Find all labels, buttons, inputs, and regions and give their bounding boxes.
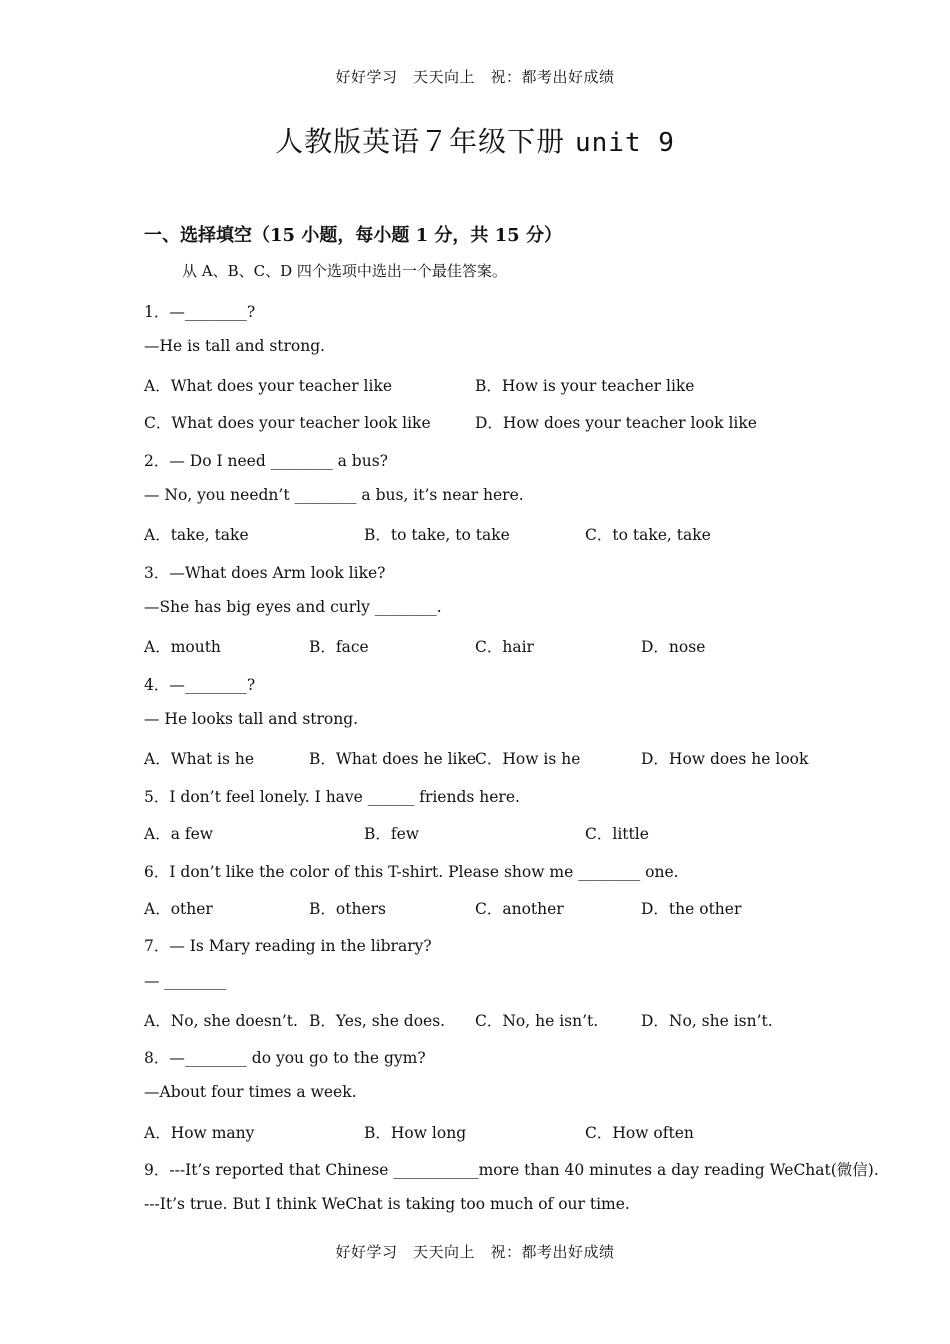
question-4-stem: 4．—________?: [144, 676, 256, 694]
section-instruction: 从 A、B、C、D 四个选项中选出一个最佳答案。: [182, 262, 507, 280]
question-2-option-c: C．to take, take: [585, 526, 711, 544]
question-6-option-d: D．the other: [641, 900, 742, 918]
question-8-option-b: B．How long: [364, 1124, 467, 1142]
question-7-option-b: B．Yes, she does.: [309, 1012, 446, 1030]
question-1-option-c: C．What does your teacher look like: [144, 414, 431, 432]
title-unit: unit 9: [575, 128, 675, 158]
question-5-option-a: A．a few: [144, 825, 214, 843]
question-4-option-b: B．What does he like: [309, 750, 477, 768]
question-9-line-2: ---It’s true. But I think WeChat is taking too much of our time.: [144, 1195, 630, 1213]
question-5-stem: 5．I don’t feel lonely. I have ______ friends here.: [144, 788, 520, 806]
question-5-option-c: C．little: [585, 825, 649, 843]
question-6-option-a: A．other: [144, 900, 213, 918]
question-1-option-d: D．How does your teacher look like: [475, 414, 757, 432]
question-8-option-c: C．How often: [585, 1124, 694, 1142]
question-8-option-a: A．How many: [144, 1124, 255, 1142]
question-1-option-a: A．What does your teacher like: [144, 377, 393, 395]
question-4-option-d: D．How does he look: [641, 750, 809, 768]
question-2-line-2: — No, you needn’t ________ a bus, it’s near here.: [144, 486, 524, 504]
question-3-option-a: A．mouth: [144, 638, 221, 656]
page-footer: 好好学习 天天向上 祝：都考出好成绩: [335, 1243, 615, 1261]
question-7-option-a: A．No, she doesn’t.: [144, 1012, 298, 1030]
question-1-stem: 1．—________?: [144, 303, 256, 321]
question-2-option-b: B．to take, to take: [364, 526, 510, 544]
question-3-option-d: D．nose: [641, 638, 706, 656]
question-4-option-c: C．How is he: [475, 750, 581, 768]
question-3-line-2: —She has big eyes and curly ________.: [144, 598, 442, 616]
document-title: [0, 120, 950, 160]
question-3-option-b: B．face: [309, 638, 369, 656]
question-2-option-a: A．take, take: [144, 526, 249, 544]
question-2-stem: 2．— Do I need ________ a bus?: [144, 452, 388, 470]
question-1-option-b: B．How is your teacher like: [475, 377, 695, 395]
question-3-option-c: C．hair: [475, 638, 534, 656]
page-header: 好好学习 天天向上 祝：都考出好成绩: [335, 68, 615, 86]
question-1-line-2: —He is tall and strong.: [144, 337, 326, 355]
section-heading: 一、选择填空（15 小题，每小题 1 分，共 15 分）: [144, 225, 562, 246]
question-3-stem: 3．—What does Arm look like?: [144, 564, 386, 582]
question-6-option-c: C．another: [475, 900, 564, 918]
question-4-option-a: A．What is he: [144, 750, 254, 768]
question-7-option-d: D．No, she isn’t.: [641, 1012, 773, 1030]
title-text: 人教版英语７年级下册: [275, 125, 566, 158]
question-5-option-b: B．few: [364, 825, 420, 843]
question-6-option-b: B．others: [309, 900, 386, 918]
question-8-stem: 8．—________ do you go to the gym?: [144, 1049, 426, 1067]
question-9-stem: 9．---It’s reported that Chinese ___________more than 40 minutes a day reading WeChat(微信).: [144, 1161, 879, 1179]
question-8-line-2: —About four times a week.: [144, 1083, 357, 1101]
question-7-line-2: — ________: [144, 972, 227, 990]
question-7-option-c: C．No, he isn’t.: [475, 1012, 599, 1030]
question-4-line-2: — He looks tall and strong.: [144, 710, 359, 728]
question-7-stem: 7．— Is Mary reading in the library?: [144, 937, 432, 955]
question-6-stem: 6．I don’t like the color of this T-shirt. Please show me ________ one.: [144, 863, 679, 881]
